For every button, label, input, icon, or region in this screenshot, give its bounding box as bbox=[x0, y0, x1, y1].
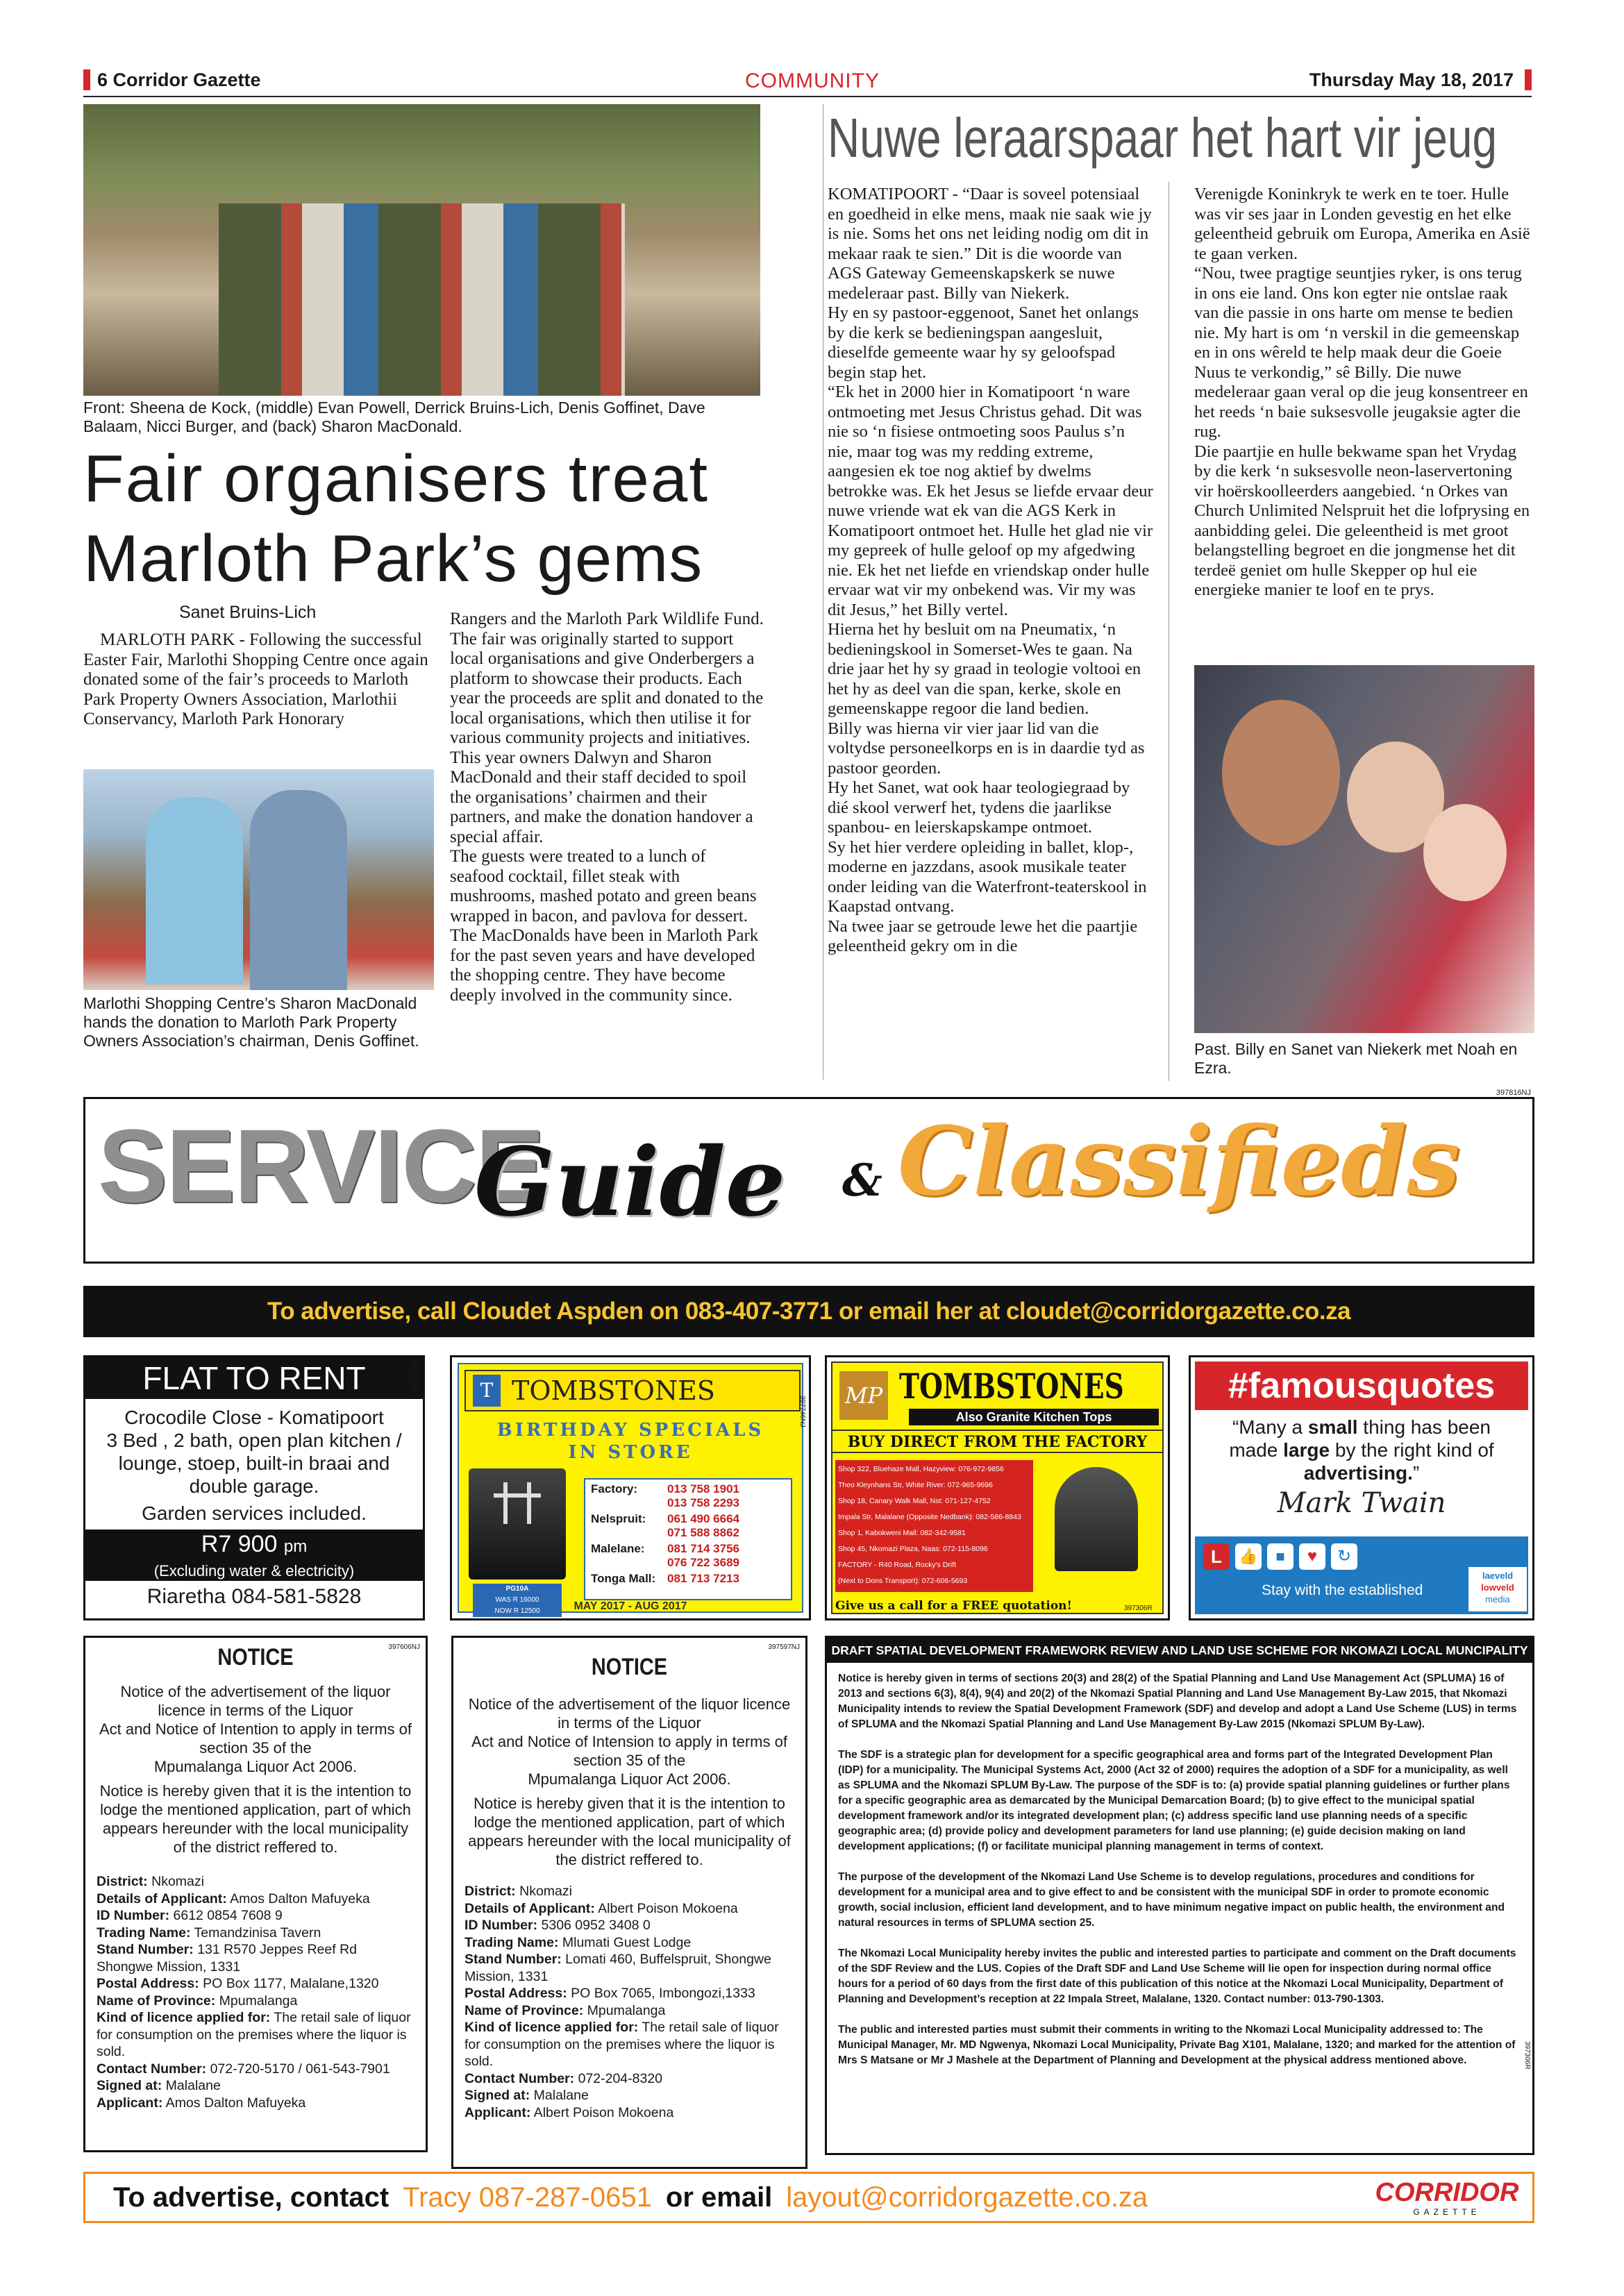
tomb2-shop-item: Shop 1, Kabokweni Mall: 082-342-9581 bbox=[838, 1529, 966, 1537]
notice2-field-key: ID Number: bbox=[464, 1918, 538, 1933]
social-l-icon: L bbox=[1203, 1543, 1230, 1570]
notice2-p1: Notice of the advertisement of the liquor licence in terms of the Liquor Act and Notice of Intension to apply in terms of section 35 of the Mpumalanga Liquor Act 2006. bbox=[468, 1695, 791, 1788]
notice2-field-key: Kind of licence applied for: bbox=[464, 2020, 639, 2035]
notice2-code: 397597NJ bbox=[768, 1643, 800, 1651]
notice2-field-value: Mpumalanga bbox=[583, 2002, 666, 2018]
corridor-logo bbox=[1367, 2178, 1527, 2218]
notice2-field bbox=[464, 1900, 794, 1918]
tomb1-stone-now: NOW R 12500 bbox=[494, 1607, 540, 1615]
sdf-p3: The purpose of the development of the Nkomazi Land Use Scheme is to develop regulations, procedures and conditions for development for a municipal area and to give effect to and be consistent with the municipal SDF in order to promote economic growth, social inclusion, efficient land development, and to have minimum negative impact on public health, the environment and natural resources in terms of SPLUMA section 25. bbox=[838, 1871, 1505, 1929]
tomb1-contact-row bbox=[591, 1482, 785, 1510]
tomb1-contact-label: Malelane: bbox=[591, 1542, 645, 1555]
tomb1-ad-code: 397746NJ bbox=[798, 1396, 806, 1427]
notice1-field-key: Stand Number: bbox=[97, 1942, 194, 1957]
fair-donation-photo bbox=[83, 769, 434, 990]
notice2-p2: Notice is hereby given that it is the intention to lodge the mentioned application, part of which appears hereunder with the local municipality of the district reffered to. bbox=[468, 1795, 791, 1868]
sdf-p1: Notice is hereby given in terms of sections 20(3) and 28(2) of the Spatial Planning and Land Use Management Act (SPLUMA) 16 of 2013 and sections 6(3), 8(4), 9(4) and 20(2) of the Nkomazi Spatial Planning and Land Use Management By-Law 2015, that Nkomazi Municipality intends to review the Spatial Development Framework (SDF) and develop and adopt a Land Use Scheme (LUS) in terms of SPLUMA and the Nkomazi Spatial Planning and Land Use Management By-Law 2015 (Nkomazi SPLUM By-Law). bbox=[838, 1673, 1517, 1730]
notice2-field-value: 5306 0952 3408 0 bbox=[537, 1918, 651, 1933]
tomb2-footer: Give us a call for a FREE quotation! bbox=[835, 1599, 1072, 1613]
section-label: COMMUNITY bbox=[745, 69, 880, 92]
tombstones-factory-ad bbox=[825, 1355, 1170, 1620]
fair-col1-text: MARLOTH PARK - Following the successful Easter Fair, Marlothi Shopping Centre once again donated some of the fair’s proceeds to Marloth Park Property Owners Association, Marlothii Conservancy, Marloth Park Honorary bbox=[83, 630, 428, 728]
notice1-field bbox=[97, 2009, 415, 2061]
notice1-field-key: Postal Address: bbox=[97, 1976, 199, 1991]
bookmark-icon: ■ bbox=[1267, 1543, 1294, 1570]
notice1-p2: Notice is hereby given that it is the intention to lodge the mentioned application, part of which appears hereunder with the local municipality of the district reffered to. bbox=[99, 1782, 412, 1856]
afrikaans-col1-text: KOMATIPOORT - “Daar is soveel potensiaal en goedheid in elke mens, maak nie saak wie jy is nie. Soms het ons net leiding nodig om dit in mekaar raak te sien.” Dit is die woorde van AGS Gateway Gemeenskapskerk se nuwe medeleraar past. Billy van Niekerk. Hy en sy pastoor-eggenoot, Sanet het onlangs by die kerk se bedieningspan aangesluit, dieselfde gemeente waar hy sy geloofspad begin stap het. “Ek het in 2000 hier in Komatipoort ‘n ware ontmoeting met Jesus Christus gehad. Dit was nie so ‘n fisiese ontmoeting soos Paulus s’n nie, maar tog was my redding extreme, aangesien ek toe nog aktief by dwelms betrokke was. Ek het Jesus se liefde ervaar deur nuwe vriende wat ek van die AGS Kerk in Komatipoort ontmoet het. Hulle het glad nie vir my gepreek of hulle geloof op my afgedwing nie. Ek het net liefde en vriendskap onder hulle ervaar wat vir my onbekend was. Vir my was dit Jesus,” het Billy vertel. Hierna het hy besluit om na Pneumatix, ‘n bedieningskool in Somerset-Wes te gaan. Na drie jaar het hy sy graad in teologie voltooi en het hy as deel van die span, kerke, skole en gemeenskappe regoor die land bedien. Billy was hierna vir vier jaar lid van die voltydse personeelkorps en is in daardie tyd as pastoor georden. Hy het Sanet, wat ook haar teologiegraad by dié skool verwerf het, tydens die jaarlikse spanbou- en leierskapskampe ontmoet. Sy het hier verdere opleiding in ballet, klop-, moderne en jazzdans, asook musikale teater onder leiding van die Waterfront-teaterskool in Kaapstad ontvang. Na twee jaar se getroude lewe het die paartjie geleentheid gekry om in die bbox=[828, 185, 1153, 955]
footer-email[interactable]: layout@corridorgazette.co.za bbox=[786, 2181, 1148, 2213]
tomb1-title: TOMBSTONES bbox=[512, 1375, 715, 1406]
notice1-field bbox=[97, 1925, 415, 1942]
notice1-field-key: Signed at: bbox=[97, 2078, 162, 2093]
family-photo bbox=[1194, 665, 1534, 1033]
sdf-notice bbox=[825, 1636, 1534, 2155]
tomb2-code: 397306R bbox=[1124, 1604, 1153, 1612]
footer-name: Tracy 087-287-0651 bbox=[403, 2181, 652, 2213]
notice2-field-key: Details of Applicant: bbox=[464, 1900, 595, 1916]
notice1-field bbox=[97, 1907, 415, 1925]
tomb1-stone-model: PG10A bbox=[505, 1585, 529, 1593]
footer-lead: To advertise, contact bbox=[113, 2181, 390, 2213]
header-red-bar-right bbox=[1525, 69, 1532, 90]
tomb2-shop-item: FACTORY - R40 Road, Rocky's Drift bbox=[838, 1561, 957, 1569]
tomb2-logo-icon: MP bbox=[839, 1371, 888, 1420]
notice1-field bbox=[97, 1891, 415, 1908]
quote-mid: thing has been made bbox=[1229, 1416, 1491, 1461]
tomb1-contact-row bbox=[591, 1542, 785, 1570]
tomb2-title: TOMBSTONES bbox=[899, 1366, 1124, 1407]
notice1-field bbox=[97, 2061, 415, 2078]
notice1-field-value: 072-720-5170 / 061-543-7901 bbox=[206, 2061, 390, 2077]
tomb1-contact-label: Tonga Mall: bbox=[591, 1572, 656, 1585]
notice2-field-value: Mlumati Guest Lodge bbox=[558, 1934, 692, 1950]
notice2-field bbox=[464, 2104, 794, 2122]
famous-quotes-ad bbox=[1189, 1355, 1534, 1620]
notice1-fields bbox=[97, 1873, 415, 2111]
family-photo-caption: Past. Billy en Sanet van Niekerk met Noah en Ezra. bbox=[1194, 1040, 1518, 1077]
quote-tagline: Stay with the established bbox=[1262, 1582, 1423, 1598]
notice1-field bbox=[97, 2077, 415, 2095]
sdf-body bbox=[827, 1663, 1532, 2068]
flat-contact: Riaretha 084-581-5828 bbox=[147, 1585, 362, 1608]
notice1-field-value: Amos Dalton Mafuyeka bbox=[226, 1891, 370, 1907]
notice2-field-key: Stand Number: bbox=[464, 1952, 562, 1967]
sdf-p2: The SDF is a strategic plan for development for a specific geographical area and forms part of the Integrated Development Plan (IDP) for a municipality. The Municipal Systems Act, 2000 (Act 32 of 2000) requires the adoption of a SDF for a municipality, as well as SPLUMA and the Nkomazi SPLUM By-Law. The purpose of the SDF is to: (a) provide spatial planning guidelines or further plans for a specific geographic area as demarcated by the Municipal Demarcation Board; (b) to give effect to the municipal spatial development framework and/or its integrated development plan; (c) address specific land use planning needs of a specific geographic area; (d) provide policy and development parameters for land use planning; (e) guide decision making on land development applications; (f) or facilitate municipal planning management in terms of context. bbox=[838, 1749, 1510, 1852]
tomb2-shop-item: Shop 18, Canary Walk Mall, Nst: 071-127-4752 bbox=[838, 1497, 991, 1505]
quote-end: ” bbox=[1412, 1462, 1420, 1484]
notice2-field bbox=[464, 1951, 794, 1985]
tomb2-shop-item: Impala Str, Malalane (Opposite Nedbank): 082-586-8843 bbox=[838, 1513, 1021, 1521]
tomb1-stone-was: WAS R 16000 bbox=[495, 1596, 539, 1604]
tomb2-buy-direct: BUY DIRECT FROM THE FACTORY bbox=[832, 1430, 1162, 1453]
tomb1-contact-value: 081 714 3756 076 722 3689 bbox=[667, 1542, 739, 1569]
tomb2-stone-image bbox=[1055, 1467, 1138, 1571]
tomb2-shop-item: Shop 322, Bluehaze Mall, Hazyview: 076-972-9856 bbox=[838, 1465, 1004, 1473]
tomb1-contact-label: Nelspruit: bbox=[591, 1512, 646, 1525]
notice1-field-value: Malalane bbox=[162, 2078, 221, 2093]
notice1-field-key: Contact Number: bbox=[97, 2061, 207, 2077]
fair-col2-text: Rangers and the Marloth Park Wildlife Fund. The fair was originally started to support local organisations and give Onderbergers a platform to showcase their products. Each year the proceeds are split and donated to the local organisations, which then utilise it for various community projects and initiatives. This year owners Dalwyn and Sharon MacDonald and their staff decided to spoil the organisations’ chairmen and their partners, and make the donation handover a special affair. The guests were treated to a lunch of seafood cocktail, fillet steak with mushrooms, mashed potato and green beans wrapped in bacon, and pavlova for dessert. The MacDonalds have been in Marloth Park for the past seven years and have developed the shopping centre. They have become deeply involved in the community since. bbox=[450, 610, 764, 1005]
tomb1-contact-row bbox=[591, 1572, 785, 1586]
advertise-call-bar bbox=[83, 1286, 1534, 1337]
flat-line1: Crocodile Close - Komatipoort bbox=[124, 1407, 384, 1428]
tomb2-shop-item: Shop 45, Nkomazi Plaza, Naas: 072-115-8096 bbox=[838, 1545, 988, 1553]
flat-price-unit: pm bbox=[283, 1537, 308, 1556]
notice1-field-key: Kind of licence applied for: bbox=[97, 2010, 271, 2025]
tomb1-inner bbox=[458, 1363, 803, 1613]
afrikaans-col2-text: Verenigde Koninkryk te werk en te toer. Hulle was vir ses jaar in Londen gevestig en het elke geleentheid gebruik om Europa, Amerika en Asië te gaan verken. “Nou, twee pragtige seuntjies ryker, is ons terug in ons eie land. Ons kon egter nie ontslae raak van die passie in ons harte om mense te bedien nie. My hart is om ‘n verskil in die gemeenskap en in ons wêreld te help maak deur die Goeie Nuus te verkondig,” sê Billy. Die nuwe medeleraar gaan veral op die jeug konsentreer en het reeds ‘n baie suksesvolle jeugaksie agter die rug. Die paartjie en hulle bekwame span het Vrydag by die kerk ‘n suksesvolle neon-laservertoning vir hoërskoolleerders aangebied. ‘n Orkes van Church Unlimited Nelspruit het die lofprysing en aanbidding gelei. Die geleentheid is met groot belangstelling begroet en die jongmense het dit terdeë geniet om hulle Skepper op hul eie energieke manier te loof en te prys. bbox=[1194, 185, 1530, 599]
quote-brand-1: laeveld bbox=[1482, 1570, 1514, 1581]
tomb1-contact-row bbox=[591, 1512, 785, 1540]
banner-ampersand: & bbox=[842, 1155, 882, 1207]
tomb1-contact-value: 061 490 6664 071 588 8862 bbox=[667, 1512, 739, 1539]
tomb1-contact-value: 081 713 7213 bbox=[667, 1572, 739, 1585]
fair-headline-line1: Fair organisers treat bbox=[83, 442, 709, 516]
notice1-field bbox=[97, 1941, 415, 1975]
like-icon: 👍 bbox=[1235, 1543, 1262, 1570]
notice2-field-value: Albert Poison Mokoena bbox=[530, 2104, 674, 2120]
sdf-p5: The public and interested parties must submit their comments in writing to the Nkomazi Local Municipality addressed to: The Municipal Manager, Mr. MD Ngwenya, Nkomazi Local Municipality, Private Bag X101, Malalane, 1320; and marked for the attention of Mrs S Matsane or Mr J Mashele at the Department of Planning and Development at the physical address mentioned above. bbox=[838, 2024, 1516, 2066]
notice2-field-key: Applicant: bbox=[464, 2104, 531, 2120]
notice2-field bbox=[464, 2019, 794, 2070]
notice1-field bbox=[97, 2095, 415, 2112]
notice1-field-key: Trading Name: bbox=[97, 1925, 191, 1941]
flat-line3: Garden services included. bbox=[142, 1502, 367, 1524]
afrikaans-headline: Nuwe leraarspaar het hart vir jeug bbox=[828, 107, 1498, 169]
notice1-field-key: District: bbox=[97, 1874, 148, 1889]
share-icon: ↻ bbox=[1331, 1543, 1357, 1570]
flat-ad-code: 397772NJ bbox=[410, 1361, 417, 1393]
heart-icon: ♥ bbox=[1299, 1543, 1325, 1570]
tomb1-contact-value: 013 758 1901 013 758 2293 bbox=[667, 1482, 739, 1509]
banner-guide-word: Guide bbox=[474, 1127, 786, 1238]
corridor-logo-text: CORRIDOR bbox=[1375, 2178, 1519, 2207]
notice2-field-value: Albert Poison Mokoena bbox=[594, 1900, 738, 1916]
notice2-field-key: Postal Address: bbox=[464, 1986, 567, 2001]
tomb2-inner bbox=[831, 1361, 1164, 1614]
notice2-field bbox=[464, 2087, 794, 2104]
notice1-field bbox=[97, 1993, 415, 2010]
banner-classifieds-word: Classifieds bbox=[898, 1106, 1460, 1217]
notice1-field-key: Details of Applicant: bbox=[97, 1891, 227, 1907]
tomb1-stone-image bbox=[469, 1468, 566, 1579]
notice2-field-value: The retail sale of liquor for consumption on the premises where the liquor is sold. bbox=[464, 2020, 779, 2069]
fair-group-photo bbox=[83, 104, 760, 396]
notice2-field-value: Nkomazi bbox=[515, 1884, 572, 1899]
notice1-field bbox=[97, 1873, 415, 1891]
fair-headline-line2: Marloth Park’s gems bbox=[83, 521, 703, 596]
notice-1 bbox=[83, 1636, 428, 2152]
tomb1-contact-label: Factory: bbox=[591, 1482, 638, 1495]
fair-byline: Sanet Bruins-Lich bbox=[179, 603, 317, 622]
notice1-field-value: The retail sale of liquor for consumption on the premises where the liquor is sold. bbox=[97, 2010, 411, 2059]
fair-photo-caption: Front: Sheena de Kock, (middle) Evan Powell, Derrick Bruins-Lich, Denis Goffinet, Dave Balaam, Nicci Burger, and (back) Sharon MacDonald. bbox=[83, 399, 705, 435]
notice1-field-value: Amos Dalton Mafuyeka bbox=[162, 2095, 306, 2111]
notice1-field-value: 6612 0854 7608 9 bbox=[169, 1908, 283, 1923]
classifieds-ad-code: 397816NJ bbox=[1496, 1089, 1531, 1097]
footer-mid: or email bbox=[665, 2181, 773, 2213]
banner-service-word: SERVICE bbox=[98, 1107, 544, 1224]
quote-pre: “Many a bbox=[1232, 1416, 1308, 1438]
footer-bar bbox=[83, 2172, 1534, 2223]
notice2-field bbox=[464, 1917, 794, 1934]
tombstones-birthday-ad bbox=[450, 1355, 811, 1620]
corridor-logo-sub: GAZETTE bbox=[1413, 2207, 1481, 2217]
notice2-field-key: Trading Name: bbox=[464, 1934, 559, 1950]
notice2-field-value: Malalane bbox=[530, 2088, 589, 2103]
flat-line2: 3 Bed , 2 bath, open plan kitchen / lounge, stoep, built-in braai and double garage. bbox=[106, 1430, 402, 1497]
notice-2 bbox=[451, 1636, 807, 2169]
notice1-field-key: ID Number: bbox=[97, 1908, 170, 1923]
issue-date: Thursday May 18, 2017 bbox=[1309, 69, 1514, 90]
flat-title: FLAT TO RENT bbox=[85, 1357, 423, 1399]
notice1-field-value: Temandzinisa Tavern bbox=[190, 1925, 321, 1941]
sdf-p4: The Nkomazi Local Municipality hereby invites the public and interested parties to participate and comment on the Draft documents of the SDF Review and the LUS. Copies of the Draft SDF and Land Use Scheme will lie open for inspection during normal office hours for a period of 60 days from the first date of this publication of this notice at the Nkomazi Local Municipality, Department of Planning and Development’s reception at 22 Impala Street, Malalane, 1320. Contact number: 013-790-1303. bbox=[838, 1947, 1516, 2005]
tomb1-banner1: BIRTHDAY SPECIALS bbox=[496, 1420, 764, 1441]
notice2-field bbox=[464, 1883, 794, 1900]
notice1-title: NOTICE bbox=[217, 1644, 294, 1670]
quote-text bbox=[1195, 1410, 1528, 1484]
flat-price: R7 900 bbox=[201, 1531, 278, 1557]
notice1-field-key: Applicant: bbox=[97, 2095, 163, 2111]
quote-footer bbox=[1195, 1536, 1528, 1614]
flat-price-block bbox=[85, 1530, 423, 1581]
quote-brand-2: lowveld bbox=[1481, 1582, 1514, 1593]
notice2-field-key: Name of Province: bbox=[464, 2002, 584, 2018]
notice2-fields bbox=[464, 1883, 794, 2121]
header-rule bbox=[83, 96, 1532, 97]
tomb1-banner2: IN STORE bbox=[568, 1442, 693, 1463]
notice1-p1: Notice of the advertisement of the liquor licence in terms of the Liquor Act and Notice of Intention to apply in terms of section 35 of the Mpumalanga Liquor Act 2006. bbox=[99, 1683, 412, 1775]
quote-brand bbox=[1468, 1567, 1527, 1611]
notice2-field bbox=[464, 1934, 794, 1952]
quote-hashtag: #famousquotes bbox=[1195, 1361, 1528, 1410]
notice2-field-value: PO Box 7065, Imbongozi,1333 bbox=[567, 1986, 755, 2001]
notice1-field-value: Nkomazi bbox=[147, 1874, 204, 1889]
flat-price-note: (Excluding water & electricity) bbox=[153, 1562, 355, 1579]
notice2-field-key: Contact Number: bbox=[464, 2070, 575, 2086]
tomb1-header bbox=[464, 1370, 801, 1411]
notice1-field-value: 131 R570 Jeppes Reef Rd Shongwe Mission, 1331 bbox=[97, 1942, 358, 1975]
quote-large: large bbox=[1283, 1439, 1330, 1461]
tomb2-subtitle: Also Granite Kitchen Tops bbox=[909, 1409, 1159, 1425]
notice2-title: NOTICE bbox=[591, 1654, 668, 1680]
quote-advertising: advertising. bbox=[1303, 1462, 1413, 1484]
notice2-field bbox=[464, 1985, 794, 2002]
notice1-code: 397606NJ bbox=[388, 1643, 420, 1651]
notice2-field-value: Lomati 460, Buffelspruit, Shongwe Mission, 1331 bbox=[464, 1952, 771, 1984]
notice2-field-key: District: bbox=[464, 1884, 516, 1899]
sdf-code: 397306R bbox=[1523, 2041, 1531, 2070]
tomb2-shop-item: (Next to Dons Transport): 072-606-5693 bbox=[838, 1577, 968, 1585]
notice2-field-key: Signed at: bbox=[464, 2088, 530, 2103]
sdf-title: DRAFT SPATIAL DEVELOPMENT FRAMEWORK REVIEW AND LAND USE SCHEME FOR NKOMAZI LOCAL MUNCIPALITY bbox=[827, 1638, 1532, 1663]
quote-post: by the right kind of bbox=[1330, 1439, 1494, 1461]
tomb1-contact-box bbox=[584, 1478, 792, 1600]
tomb1-logo-icon: T bbox=[473, 1375, 501, 1407]
quote-brand-3: media bbox=[1485, 1594, 1510, 1604]
classifieds-banner bbox=[83, 1097, 1534, 1264]
header-red-bar bbox=[83, 69, 90, 90]
fair-donation-caption: Marlothi Shopping Centre’s Sharon MacDonald hands the donation to Marloth Park Property Owners Association’s chairman, Denis Goffinet. bbox=[83, 994, 419, 1050]
notice1-field-value: Mpumalanga bbox=[215, 1993, 298, 2009]
quote-signature: Mark Twain bbox=[1277, 1487, 1446, 1519]
notice2-field bbox=[464, 2070, 794, 2088]
quote-small: small bbox=[1307, 1416, 1358, 1438]
flat-to-rent-ad bbox=[83, 1355, 425, 1620]
tomb1-footer: MAY 2017 - AUG 2017 bbox=[574, 1600, 687, 1612]
notice1-field-key: Name of Province: bbox=[97, 1993, 216, 2009]
advertise-call-text: To advertise, call Cloudet Aspden on 083-407-3771 or email her at cloudet@corridorgazette.co.za bbox=[267, 1298, 1351, 1325]
notice2-field-value: 072-204-8320 bbox=[574, 2070, 663, 2086]
tomb2-shop-item: Theo Kleynhans Str, White River: 072-965-9696 bbox=[838, 1481, 993, 1489]
notice2-field bbox=[464, 2002, 794, 2020]
tomb2-shop-list bbox=[835, 1460, 1033, 1592]
notice1-field-value: PO Box 1177, Malalane,1320 bbox=[199, 1976, 379, 1991]
notice1-field bbox=[97, 1975, 415, 1993]
page-label: 6 Corridor Gazette bbox=[97, 69, 261, 90]
